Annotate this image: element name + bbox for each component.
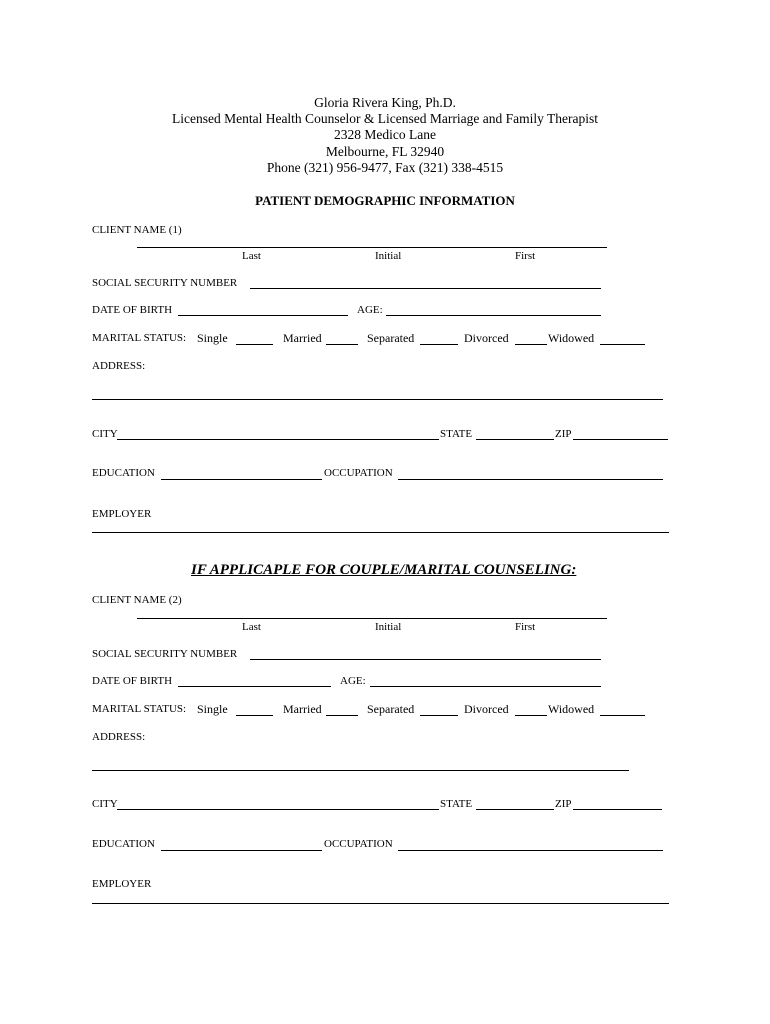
client1-employer-label: EMPLOYER [92,508,152,520]
client2-education-label: EDUCATION [92,838,155,850]
practice-city: Melbourne, FL 32940 [325,144,445,159]
client2-married-label: Married [283,702,322,716]
client2-address-field[interactable] [92,770,629,771]
client2-state-label: STATE [440,798,473,810]
client2-zip-field[interactable] [573,809,662,810]
client1-separated-label: Separated [367,331,415,345]
client2-widowed-label: Widowed [548,702,595,716]
client2-name-field[interactable] [137,618,607,619]
client1-separated-field[interactable] [420,344,458,345]
client2-divorced-field[interactable] [515,715,547,716]
client2-single-label: Single [197,702,228,716]
client1-single-field[interactable] [236,344,273,345]
client2-married-field[interactable] [326,715,358,716]
client2-initial-caption: Initial [375,621,402,633]
client2-ssn-field[interactable] [250,659,601,660]
client2-ssn-label: SOCIAL SECURITY NUMBER [92,648,238,660]
client1-dob-field[interactable] [178,315,348,316]
practitioner-name: Gloria Rivera King, Ph.D. [314,95,456,110]
client1-single-label: Single [197,331,228,345]
client2-first-caption: First [515,621,536,633]
client2-marital-label: MARITAL STATUS: [92,703,187,715]
client1-age-label: AGE: [357,304,383,316]
client1-first-caption: First [515,250,536,262]
client2-separated-label: Separated [367,702,415,716]
client2-widowed-field[interactable] [600,715,645,716]
client1-occupation-field[interactable] [398,479,663,480]
client2-state-field[interactable] [476,809,554,810]
client2-city-field[interactable] [117,809,439,810]
client1-occupation-label: OCCUPATION [324,467,393,479]
client1-employer-field[interactable] [92,532,669,533]
client2-occupation-field[interactable] [398,850,663,851]
client2-last-caption: Last [242,621,261,633]
client1-divorced-label: Divorced [464,331,509,345]
client1-widowed-field[interactable] [600,344,645,345]
client2-employer-label: EMPLOYER [92,878,152,890]
client1-age-field[interactable] [386,315,601,316]
client2-education-field[interactable] [161,850,322,851]
client1-marital-label: MARITAL STATUS: [92,332,187,344]
client1-initial-caption: Initial [375,250,402,262]
practice-street: 2328 Medico Lane [334,127,436,142]
client2-dob-label: DATE OF BIRTH [92,675,173,687]
client1-zip-field[interactable] [573,439,668,440]
client2-address-label: ADDRESS: [92,731,146,743]
client1-zip-label: ZIP [555,428,572,440]
client1-ssn-label: SOCIAL SECURITY NUMBER [92,277,238,289]
client2-occupation-label: OCCUPATION [324,838,393,850]
practitioner-credentials: Licensed Mental Health Counselor & Licensed Marriage and Family Therapist [171,111,598,126]
practice-phone: Phone (321) 956-9477, Fax (321) 338-4515 [266,160,504,175]
client2-age-label: AGE: [340,675,366,687]
client2-divorced-label: Divorced [464,702,509,716]
client2-employer-field[interactable] [92,903,669,904]
client1-address-label: ADDRESS: [92,360,146,372]
client1-divorced-field[interactable] [515,344,547,345]
client1-ssn-field[interactable] [250,288,601,289]
couple-counseling-heading: IF APPLICAPLE FOR COUPLE/MARITAL COUNSELING: [191,562,577,578]
client1-state-field[interactable] [476,439,554,440]
client2-separated-field[interactable] [420,715,458,716]
client1-married-label: Married [283,331,322,345]
form-title: PATIENT DEMOGRAPHIC INFORMATION [255,193,515,208]
client1-last-caption: Last [242,250,261,262]
client1-address-field[interactable] [92,399,663,400]
client1-city-label: CITY [92,428,118,440]
client1-city-field[interactable] [117,439,439,440]
client1-married-field[interactable] [326,344,358,345]
client1-widowed-label: Widowed [548,331,595,345]
client1-education-field[interactable] [161,479,322,480]
client2-name-label: CLIENT NAME (2) [92,594,182,606]
client1-name-field[interactable] [137,247,607,248]
client2-age-field[interactable] [370,686,601,687]
client2-zip-label: ZIP [555,798,572,810]
client2-dob-field[interactable] [178,686,331,687]
client1-dob-label: DATE OF BIRTH [92,304,173,316]
client2-city-label: CITY [92,798,118,810]
client2-single-field[interactable] [236,715,273,716]
client1-education-label: EDUCATION [92,467,155,479]
client1-state-label: STATE [440,428,473,440]
client1-name-label: CLIENT NAME (1) [92,224,182,236]
